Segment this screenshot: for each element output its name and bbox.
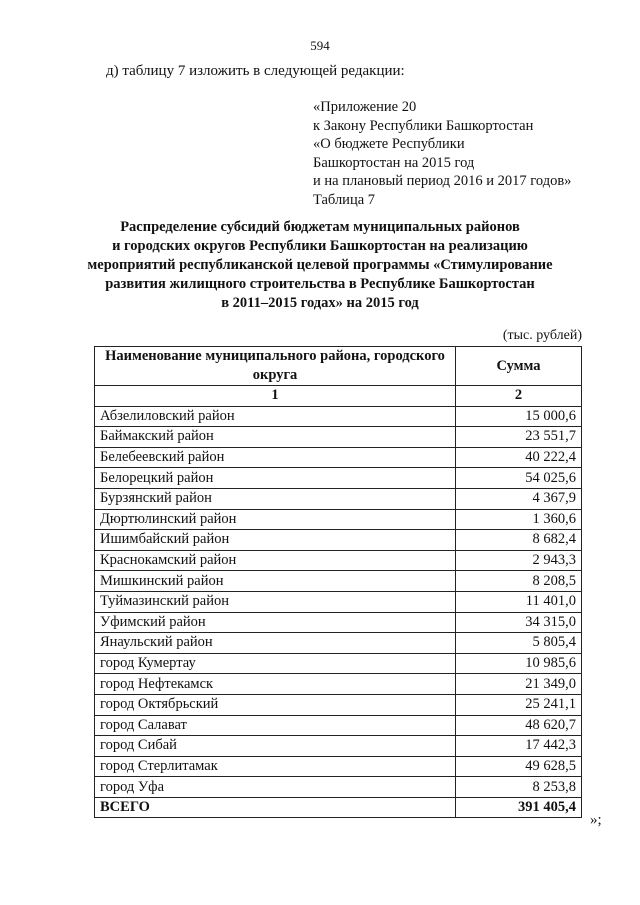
row-sum: 11 401,0 xyxy=(456,591,582,612)
annex-line: Башкортостан на 2015 год xyxy=(313,154,475,171)
closing-mark: »; xyxy=(590,812,602,828)
row-name: город Кумертау xyxy=(95,653,456,674)
row-name: Белорецкий район xyxy=(95,468,456,489)
row-sum: 4 367,9 xyxy=(456,488,582,509)
title-line: и городских округов Республики Башкортостан на реализацию xyxy=(112,238,528,254)
row-name: Абзелиловский район xyxy=(95,406,456,427)
table-row xyxy=(95,715,582,736)
row-sum: 34 315,0 xyxy=(456,612,582,633)
table-row xyxy=(95,633,582,654)
subsidy-table xyxy=(94,346,582,818)
row-sum: 49 628,5 xyxy=(456,756,582,777)
row-sum: 8 253,8 xyxy=(456,777,582,798)
table-row xyxy=(95,406,582,427)
row-name: Мишкинский район xyxy=(95,571,456,592)
annex-line: к Закону Республики Башкортостан xyxy=(313,117,534,134)
title-line: Распределение субсидий бюджетам муниципальных районов xyxy=(120,219,520,235)
row-name: город Октябрьский xyxy=(95,694,456,715)
total-sum: 391 405,4 xyxy=(456,797,582,818)
row-sum: 5 805,4 xyxy=(456,633,582,654)
table-row xyxy=(95,674,582,695)
row-sum: 8 208,5 xyxy=(456,571,582,592)
table-row xyxy=(95,509,582,530)
table-row xyxy=(95,571,582,592)
table-header-row xyxy=(95,347,582,386)
table-row xyxy=(95,756,582,777)
table-row xyxy=(95,777,582,798)
row-sum: 15 000,6 xyxy=(456,406,582,427)
row-name: Бурзянский район xyxy=(95,488,456,509)
table-row xyxy=(95,591,582,612)
row-name: Уфимский район xyxy=(95,612,456,633)
row-name: город Салават xyxy=(95,715,456,736)
table-title xyxy=(60,218,580,313)
row-name: Дюртюлинский район xyxy=(95,509,456,530)
row-sum: 48 620,7 xyxy=(456,715,582,736)
row-sum: 17 442,3 xyxy=(456,736,582,757)
table-row xyxy=(95,447,582,468)
row-name: Туймазинский район xyxy=(95,591,456,612)
page-number: 594 xyxy=(310,38,330,53)
table-row xyxy=(95,694,582,715)
annex-line: «О бюджете Республики xyxy=(313,136,465,152)
table-row xyxy=(95,550,582,571)
instruction-text: д) таблицу 7 изложить в следующей редакции: xyxy=(106,63,405,79)
header-name: Наименование муниципального района, городского округа xyxy=(95,347,456,386)
title-line: в 2011–2015 годах» на 2015 год xyxy=(221,295,419,311)
row-name: Баймакский район xyxy=(95,427,456,448)
header-sum: Сумма xyxy=(456,347,582,386)
title-line: мероприятий республиканской целевой программы «Стимулирование xyxy=(87,257,553,273)
row-sum: 54 025,6 xyxy=(456,468,582,489)
row-name: город Нефтекамск xyxy=(95,674,456,695)
total-label: ВСЕГО xyxy=(95,797,456,818)
annex-line: и на плановый период 2016 и 2017 годов» xyxy=(313,173,572,189)
row-sum: 8 682,4 xyxy=(456,530,582,551)
units-label: (тыс. рублей) xyxy=(502,328,582,343)
column-number-row xyxy=(95,386,582,407)
table-row xyxy=(95,612,582,633)
row-sum: 1 360,6 xyxy=(456,509,582,530)
row-name: город Уфа xyxy=(95,777,456,798)
row-sum: 2 943,3 xyxy=(456,550,582,571)
row-sum: 10 985,6 xyxy=(456,653,582,674)
row-sum: 21 349,0 xyxy=(456,674,582,695)
table-row xyxy=(95,530,582,551)
row-name: Краснокамский район xyxy=(95,550,456,571)
annex-line: «Приложение 20 xyxy=(313,99,417,115)
total-row xyxy=(95,797,582,818)
title-line: развития жилищного строительства в Республике Башкортостан xyxy=(105,276,535,292)
row-name: Ишимбайский район xyxy=(95,530,456,551)
table-row xyxy=(95,653,582,674)
annex-line: Таблица 7 xyxy=(313,191,376,208)
table-row xyxy=(95,736,582,757)
row-name: город Стерлитамак xyxy=(95,756,456,777)
table-row xyxy=(95,427,582,448)
row-sum: 40 222,4 xyxy=(456,447,582,468)
row-sum: 25 241,1 xyxy=(456,694,582,715)
table-row xyxy=(95,468,582,489)
row-name: Белебеевский район xyxy=(95,447,456,468)
row-name: Янаульский район xyxy=(95,633,456,654)
row-name: город Сибай xyxy=(95,736,456,757)
column-number-2: 2 xyxy=(456,386,582,407)
column-number-1: 1 xyxy=(95,386,456,407)
row-sum: 23 551,7 xyxy=(456,427,582,448)
table-row xyxy=(95,488,582,509)
annex-reference xyxy=(313,98,571,209)
